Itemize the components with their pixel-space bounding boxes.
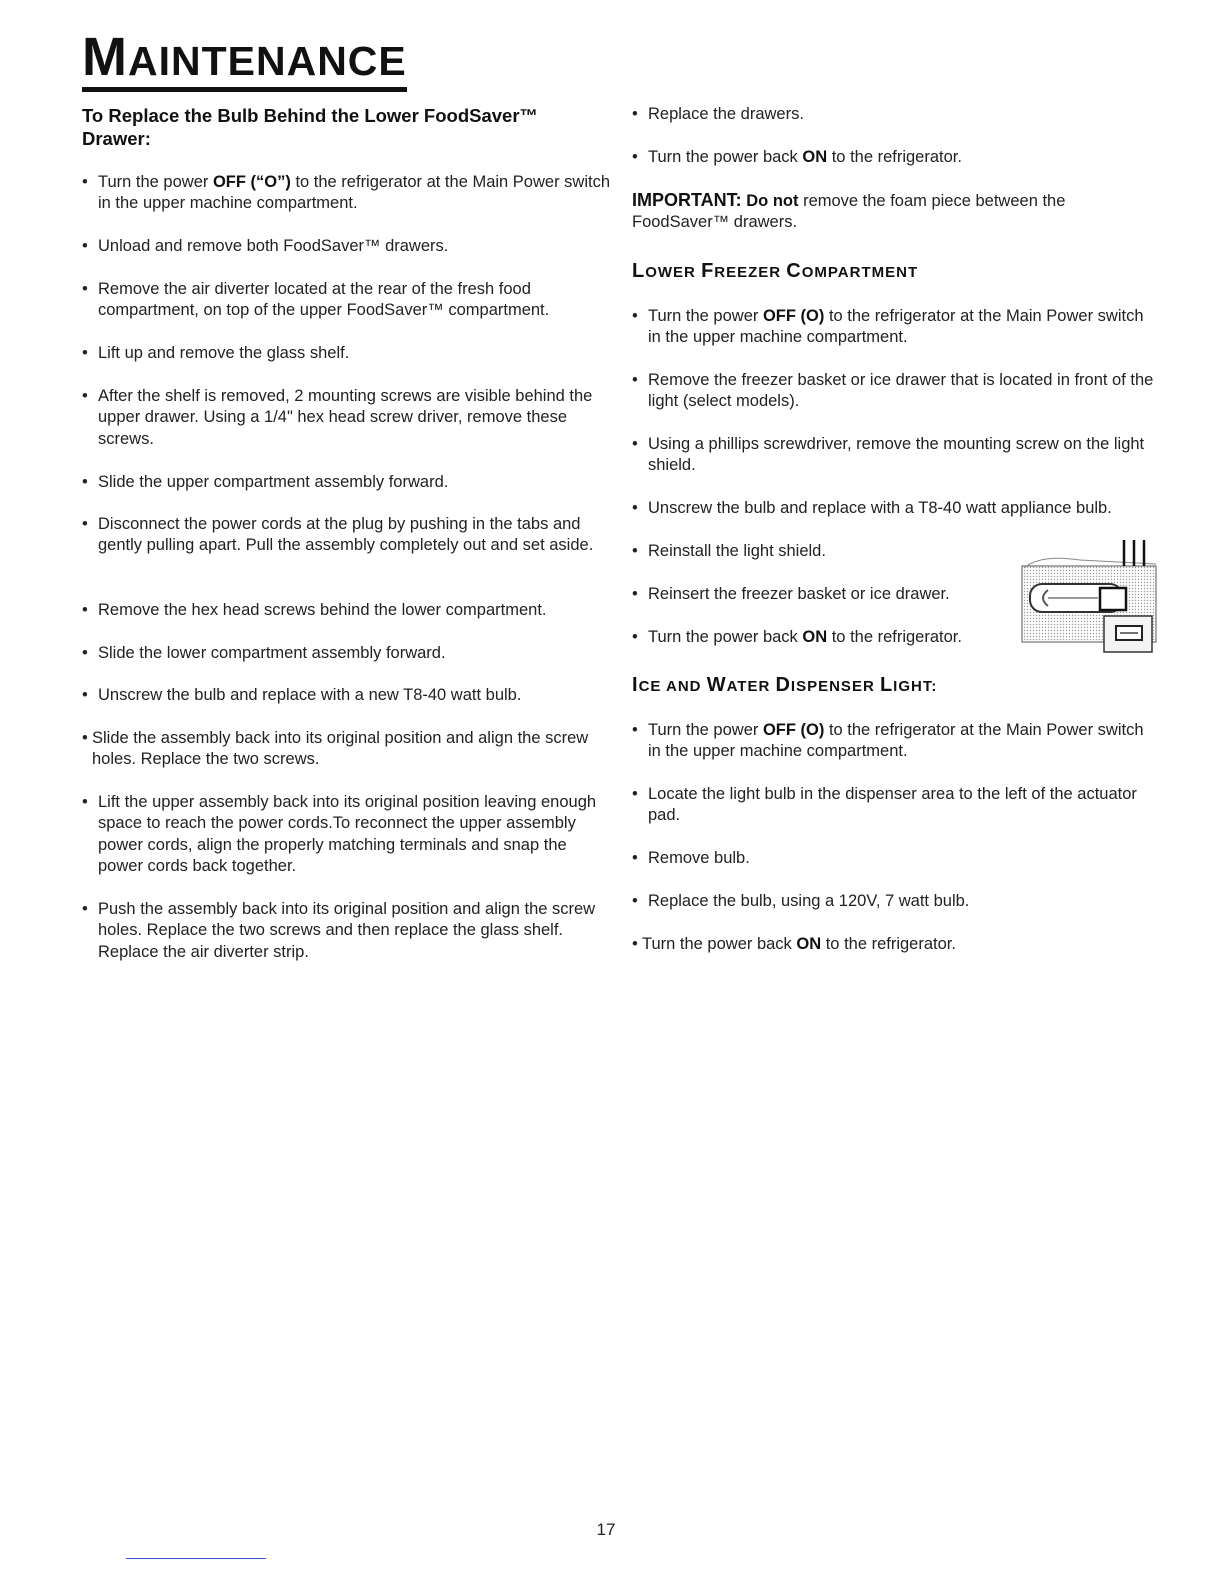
list-item: • Unload and remove both FoodSaver™ drawers.	[82, 237, 449, 255]
list-item: • Turn the power OFF (O) to the refrigerator at the Main Power switch in the upper machine compartment.	[632, 721, 1144, 761]
list-item: • Reinstall the light shield.	[632, 542, 826, 560]
section-heading-lower-freezer: LOWER FREEZER COMPARTMENT	[632, 260, 919, 282]
list-item: • Remove the hex head screws behind the lower compartment.	[82, 601, 547, 619]
freezer-light-illustration	[1020, 536, 1158, 656]
list-item: • Push the assembly back into its original position and align the screw holes. Replace the two screws and then replace the glass shelf. Replace the air diverter strip.	[82, 900, 596, 961]
list-item: • Turn the power back ON to the refrigerator.	[632, 148, 962, 166]
list-item: • Locate the light bulb in the dispenser area to the left of the actuator pad.	[632, 785, 1137, 825]
list-item: • Remove bulb.	[632, 849, 750, 867]
list-item: • Turn the power back ON to the refrigerator.	[632, 628, 962, 646]
list-item: • Reinsert the freezer basket or ice drawer.	[632, 585, 950, 603]
list-item: • Unscrew the bulb and replace with a new T8-40 watt bulb.	[82, 686, 522, 704]
list-item: • Turn the power OFF (O) to the refrigerator at the Main Power switch in the upper machine compartment.	[632, 307, 1144, 347]
list-item: • Turn the power back ON to the refrigerator.	[632, 935, 956, 953]
list-item: • After the shelf is removed, 2 mounting screws are visible behind the upper drawer. Using a 1/4" hex head screw driver, remove these screws.	[82, 387, 593, 448]
list-item: • Slide the lower compartment assembly forward.	[82, 644, 446, 662]
list-item: • Lift the upper assembly back into its original position leaving enough space to reach the power cords.To reconnect the upper assembly power cords, align the properly matching terminals and snap the power cords back together.	[82, 793, 597, 875]
list-item: • Disconnect the power cords at the plug by pushing in the tabs and gently pulling apart. Pull the assembly completely out and set aside.	[82, 515, 594, 555]
list-item: • Replace the bulb, using a 120V, 7 watt bulb.	[632, 892, 970, 910]
section-heading-foodsaver-bulb: To Replace the Bulb Behind the Lower FoodSaver™ Drawer:	[82, 105, 539, 149]
list-item: • Using a phillips screwdriver, remove the mounting screw on the light shield.	[632, 435, 1145, 475]
list-item: • Lift up and remove the glass shelf.	[82, 344, 350, 362]
section-heading-dispenser-light: ICE AND WATER DISPENSER LIGHT:	[632, 674, 938, 696]
list-item: • Slide the assembly back into its original position and align the screw holes. Replace the two screws.	[82, 729, 589, 769]
list-item: • Turn the power OFF (“O”) to the refrigerator at the Main Power switch in the upper machine compartment.	[82, 173, 610, 213]
important-note: IMPORTANT: Do not remove the foam piece between the FoodSaver™ drawers.	[632, 190, 1066, 232]
footer-rule	[126, 1558, 266, 1559]
list-item: • Unscrew the bulb and replace with a T8-40 watt appliance bulb.	[632, 499, 1112, 517]
list-item: • Replace the drawers.	[632, 105, 804, 123]
list-item: • Remove the air diverter located at the rear of the fresh food compartment, on top of the upper FoodSaver™ compartment.	[82, 280, 550, 320]
list-item: • Remove the freezer basket or ice drawer that is located in front of the light (select models).	[632, 371, 1154, 411]
page-title: MAINTENANCE	[82, 30, 407, 92]
list-item: • Slide the upper compartment assembly forward.	[82, 473, 449, 491]
page-number: 17	[596, 1520, 616, 1539]
